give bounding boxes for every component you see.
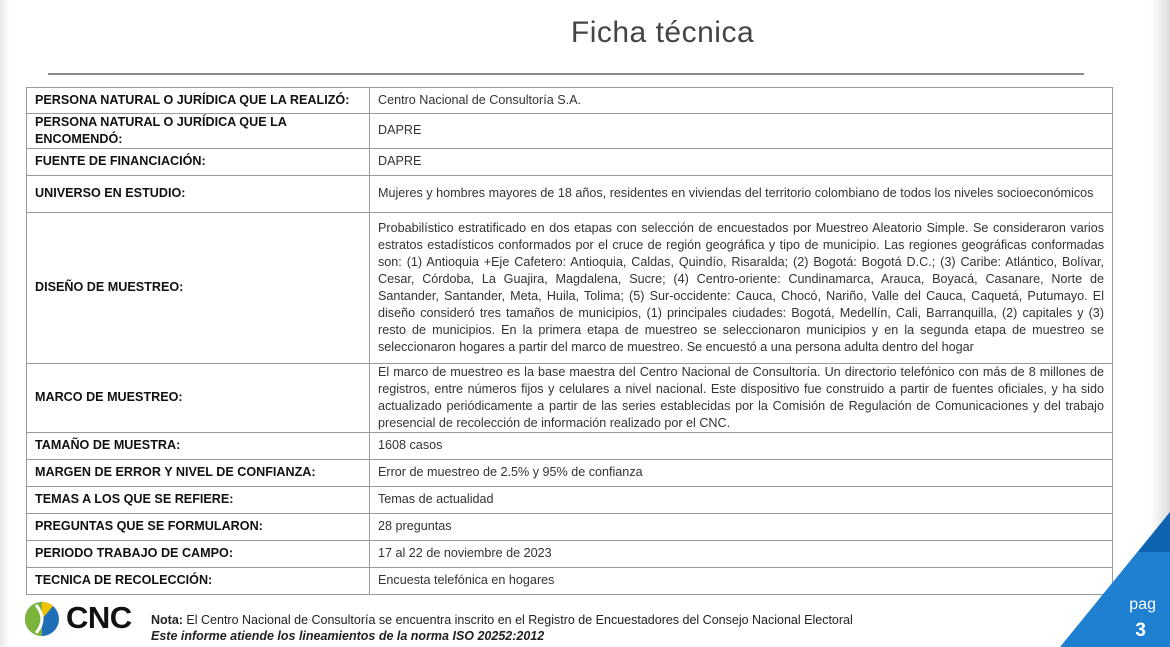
page-title: Ficha técnica <box>570 16 755 49</box>
row-value: El marco de muestreo es la base maestra del Centro Nacional de Consultoría. Un directorio telefónico con más de 8 millones de registros, entre números fijos y celulares a nivel nacional. Este dispositivo fue construido a partir de fuentes oficiales, y ha sido actualizado periódicamente a partir de las series establecidas por la Comisión de Regulación de Comunicaciones y del trabajo presencial de recolección de información realizado por el CNC. <box>370 363 1113 432</box>
row-label: TECNICA DE RECOLECCIÓN: <box>27 567 370 594</box>
page-label: pag <box>1129 596 1156 613</box>
row-value: Probabilístico estratificado en dos etapas con selección de encuestados por Muestreo Aleatorio Simple. Se consideraron varios estratos estadísticos conformados por el cruce de región geográfica y tipo de municipio. Las regiones geográficas conformadas son: (1) Antioquia +Eje Cafetero: Antioquia, Caldas, Quindío, Risaralda; (2) Bogotá: Bogotá D.C.; (3) Caribe: Atlántico, Bolívar, Cesar, Córdoba, La Guajira, Magdalena, Sucre; (4) Centro-oriente: Cundinamarca, Arauca, Boyacá, Casanare, Norte de Santander, Santander, Meta, Huila, Tolima; (5) Sur-occidente: Cauca, Chocó, Nariño, Valle del Cauca, Caquetá, Putumayo. El diseño consideró tres tamaños de municipios, (1) principales ciudades: Bogotá, Medellín, Cali, Barranquilla, (2) capitales y (3) resto de municipios. En la primera etapa de muestreo se seleccionaron municipios y en la segunda etapa de muestreo se seleccionaron hogares a partir del marco de muestreo. Se encuestó a una persona adulta dentro del hogar <box>370 212 1113 363</box>
row-value: Encuesta telefónica en hogares <box>370 567 1113 594</box>
footer-note <box>151 612 853 644</box>
note-text: El Centro Nacional de Consultoría se encuentra inscrito en el Registro de Encuestadores del Consejo Nacional Electoral <box>182 613 853 627</box>
table-row <box>27 88 1113 114</box>
cnc-logo <box>22 599 142 639</box>
row-label: TEMAS A LOS QUE SE REFIERE: <box>27 486 370 513</box>
page-corner-triangle <box>1060 512 1170 647</box>
row-label: FUENTE DE FINANCIACIÓN: <box>27 148 370 175</box>
cnc-logo-text: CNC <box>66 600 132 635</box>
table-row <box>27 148 1113 175</box>
table-row <box>27 540 1113 567</box>
table-row <box>27 212 1113 363</box>
row-value: Error de muestreo de 2.5% y 95% de confianza <box>370 459 1113 486</box>
row-value: 1608 casos <box>370 432 1113 459</box>
technical-sheet-table <box>26 87 1113 595</box>
row-value: Centro Nacional de Consultoría S.A. <box>370 88 1113 114</box>
table-row <box>27 513 1113 540</box>
row-label: DISEÑO DE MUESTREO: <box>27 212 370 363</box>
table-row <box>27 567 1113 594</box>
row-value: DAPRE <box>370 114 1113 149</box>
row-label: MARGEN DE ERROR Y NIVEL DE CONFIANZA: <box>27 459 370 486</box>
note-label: Nota: <box>151 613 183 627</box>
row-label: MARCO DE MUESTREO: <box>27 363 370 432</box>
table-row <box>27 486 1113 513</box>
row-label: TAMAÑO DE MUESTRA: <box>27 432 370 459</box>
row-label: PERSONA NATURAL O JURÍDICA QUE LA REALIZÓ: <box>27 88 370 114</box>
row-label: PREGUNTAS QUE SE FORMULARON: <box>27 513 370 540</box>
iso-statement: Este informe atiende los lineamientos de la norma ISO 20252:2012 <box>151 629 545 643</box>
table-row <box>27 432 1113 459</box>
cnc-logo-icon <box>22 599 62 639</box>
row-value: 28 preguntas <box>370 513 1113 540</box>
title-divider <box>48 73 1084 75</box>
table-row <box>27 459 1113 486</box>
row-value: DAPRE <box>370 148 1113 175</box>
row-value: Mujeres y hombres mayores de 18 años, residentes en viviendas del territorio colombiano de todos los niveles socioeconómicos <box>370 175 1113 212</box>
row-label: UNIVERSO EN ESTUDIO: <box>27 175 370 212</box>
row-label: PERSONA NATURAL O JURÍDICA QUE LA ENCOMENDÓ: <box>27 114 370 149</box>
page-number: 3 <box>1135 620 1146 641</box>
row-value: Temas de actualidad <box>370 486 1113 513</box>
row-value: 17 al 22 de noviembre de 2023 <box>370 540 1113 567</box>
table-row <box>27 175 1113 212</box>
table-row <box>27 114 1113 149</box>
table-row <box>27 363 1113 432</box>
row-label: PERIODO TRABAJO DE CAMPO: <box>27 540 370 567</box>
